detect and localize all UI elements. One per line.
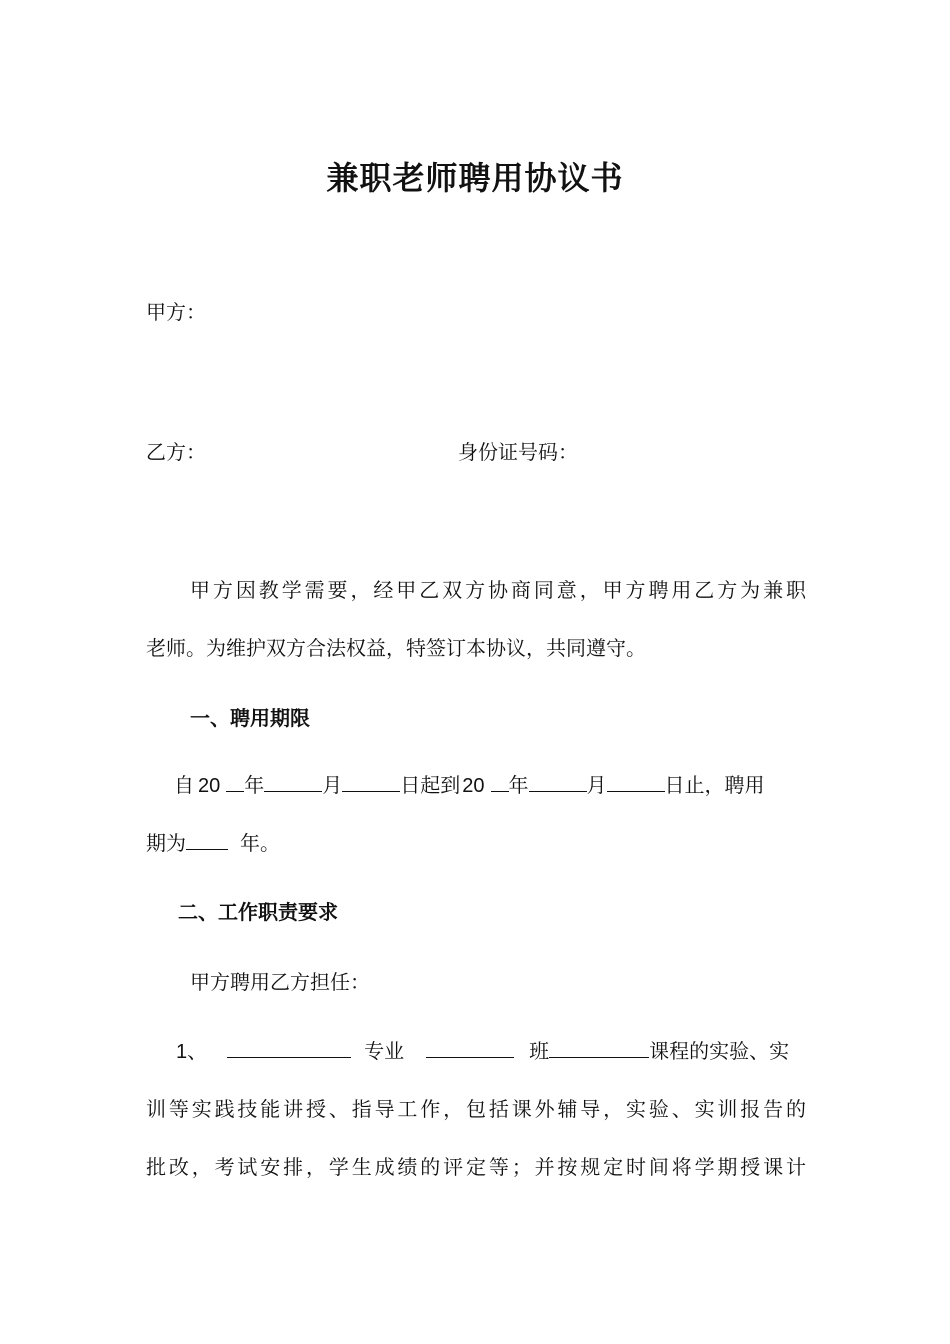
section-1-heading: 一、聘用期限 — [190, 706, 310, 730]
item-1-line-3: 批改，考试安排，学生成绩的评定等；并按规定时间将学期授课计 — [146, 1155, 806, 1179]
period-term-prefix: 期为 — [146, 831, 186, 855]
blank-day-2 — [607, 773, 665, 792]
section-2-heading: 二、工作职责要求 — [178, 900, 338, 924]
period-day-from: 日起到 — [400, 773, 461, 797]
party-a-label: 甲方： — [146, 300, 206, 324]
period-term-suffix: 年。 — [240, 831, 280, 855]
item-1-line-1 — [176, 1039, 806, 1064]
intro-paragraph-line-1: 甲方因教学需要，经甲乙双方协商同意，甲方聘用乙方为兼职 — [190, 578, 806, 602]
item-1-number: 1、 — [176, 1041, 208, 1063]
duty-intro: 甲方聘用乙方担任： — [190, 970, 370, 994]
blank-month-1 — [264, 773, 322, 792]
period-year-prefix-1: 20 — [198, 775, 221, 797]
period-month-1: 月 — [322, 773, 343, 797]
item-1-line-2: 训等实践技能讲授、指导工作，包括课外辅导，实验、实训报告的 — [146, 1097, 806, 1121]
period-term-line — [146, 831, 280, 855]
item-1-course-suffix: 课程的实验、实 — [649, 1039, 790, 1063]
blank-year-2 — [491, 773, 509, 792]
document-title: 兼职老师聘用协议书 — [326, 159, 624, 197]
blank-major — [426, 1039, 514, 1058]
blank-day-1 — [342, 773, 400, 792]
blank-class — [549, 1039, 649, 1058]
period-year-2: 年 — [508, 773, 529, 797]
blank-year-1 — [226, 773, 244, 792]
period-month-2: 月 — [586, 773, 607, 797]
party-b-label: 乙方： — [146, 440, 206, 464]
intro-paragraph-line-2: 老师。为维护双方合法权益，特签订本协议，共同遵守。 — [146, 636, 646, 660]
id-number-label: 身份证号码： — [458, 440, 578, 464]
blank-term-years — [186, 831, 228, 850]
blank-month-2 — [529, 773, 587, 792]
item-1-major-label: 专业 — [364, 1039, 405, 1063]
blank-subject — [227, 1039, 351, 1058]
period-day-to: 日止，聘用 — [664, 773, 765, 797]
period-year-prefix-2: 20 — [462, 775, 485, 797]
period-year-1: 年 — [244, 773, 265, 797]
item-1-class-label: 班 — [529, 1039, 550, 1063]
period-from-prefix: 自 — [174, 773, 194, 797]
period-line — [174, 773, 806, 798]
